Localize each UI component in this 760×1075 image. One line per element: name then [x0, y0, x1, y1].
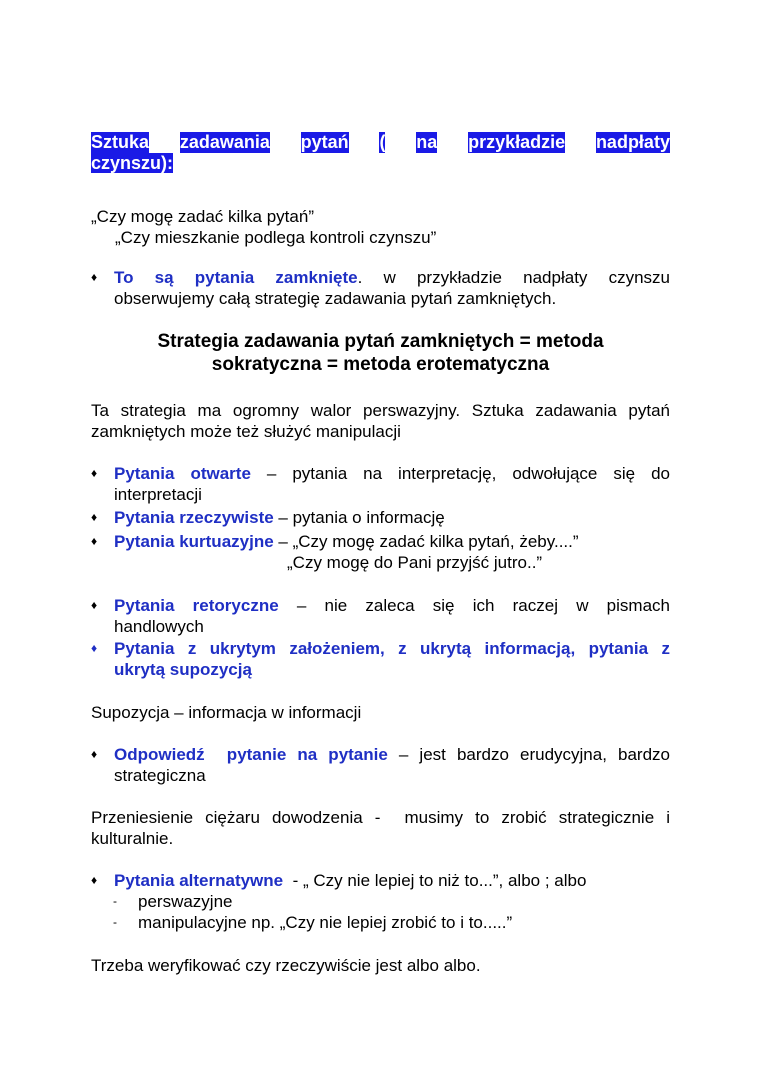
term-real: Pytania rzeczywiste [114, 508, 274, 527]
title-word: na [416, 132, 438, 152]
term-rhetorical: Pytania retoryczne [114, 596, 279, 615]
title-word: zadawania [179, 132, 270, 152]
title-word: pytań [300, 132, 349, 152]
heading-line-2: sokratyczna = metoda erotematyczna [211, 354, 550, 375]
real-text: – pytania o informację [273, 508, 445, 527]
answer-text-line-2: strategiczna [114, 766, 206, 785]
courtesy-text: – „Czy mogę zadać kilka pytań, żeby....” [273, 532, 579, 551]
diamond-bullet-icon: ♦ [91, 598, 98, 612]
open-text: – pytania na interpretację, odwołujące się do [250, 464, 670, 483]
dash-bullet: - [113, 915, 117, 929]
title-word: Sztuka [91, 132, 150, 152]
rhetorical-text: – nie zaleca się ich raczej w pismach [278, 596, 670, 615]
diamond-bullet-icon: ♦ [91, 466, 98, 480]
title-word: ( [379, 132, 386, 152]
hidden-line-2: ukrytą supozycją [114, 660, 252, 679]
rhetorical-text-line-2: handlowych [114, 617, 204, 636]
title-word: nadpłaty [595, 132, 670, 152]
final-sentence: Trzeba weryfikować czy rzeczywiście jest albo albo. [91, 956, 481, 975]
hidden-line-1: Pytania z ukrytym założeniem, z ukrytą informacją, pytania z [114, 639, 670, 658]
dash-bullet: - [113, 894, 117, 908]
term-answer: Odpowiedź pytanie na pytanie [114, 745, 388, 764]
burden-line-1: Przeniesienie ciężaru dowodzenia - musimy to zrobić strategicznie i [91, 808, 670, 827]
term-closed: To są pytania zamknięte [114, 268, 358, 287]
supposition-text: Supozycja – informacja w informacji [91, 703, 362, 722]
alternative-text: - „ Czy nie lepiej to niż to...”, albo ; albo [283, 871, 587, 890]
closed-text-line-2: obserwujemy całą strategię zadawania pytań zamkniętych. [114, 289, 557, 308]
diamond-bullet-icon: ♦ [91, 510, 98, 524]
title-line-2: czynszu): [91, 153, 174, 173]
diamond-bullet-icon: ♦ [91, 747, 98, 761]
para1-line-2: zamkniętych może też służyć manipulacji [91, 422, 401, 441]
para1-line-1: Ta strategia ma ogromny walor perswazyjny. Sztuka zadawania pytań [91, 401, 670, 420]
courtesy-text-line-2: „Czy mogę do Pani przyjść jutro..” [287, 553, 543, 572]
quote-1: „Czy mogę zadać kilka pytań” [91, 207, 314, 226]
term-alternative: Pytania alternatywne [114, 871, 284, 890]
diamond-bullet-icon: ♦ [91, 873, 98, 887]
paragraph-burden [91, 807, 670, 849]
burden-line-2: kulturalnie. [91, 829, 174, 848]
dash-item-text: manipulacyjne np. „Czy nie lepiej zrobić to i to.....” [138, 913, 513, 932]
document-title [91, 132, 670, 174]
answer-text: – jest bardzo erudycyjna, bardzo [387, 745, 670, 764]
diamond-bullet-icon: ♦ [91, 534, 98, 548]
title-word: przykładzie [468, 132, 566, 152]
term-courtesy: Pytania kurtuazyjne [114, 532, 274, 551]
term-open: Pytania otwarte [114, 464, 251, 483]
open-text-line-2: interpretacji [114, 485, 202, 504]
diamond-bullet-icon: ♦ [91, 270, 98, 284]
section-heading [91, 330, 670, 376]
paragraph-persuasion [91, 400, 670, 442]
diamond-bullet-icon: ♦ [91, 641, 98, 655]
dash-item-text: perswazyjne [138, 892, 233, 911]
heading-line-1: Strategia zadawania pytań zamkniętych = metoda [157, 331, 604, 352]
closed-text: . w przykładzie nadpłaty czynszu [357, 268, 670, 287]
quote-2: „Czy mieszkanie podlega kontroli czynszu” [115, 228, 437, 247]
